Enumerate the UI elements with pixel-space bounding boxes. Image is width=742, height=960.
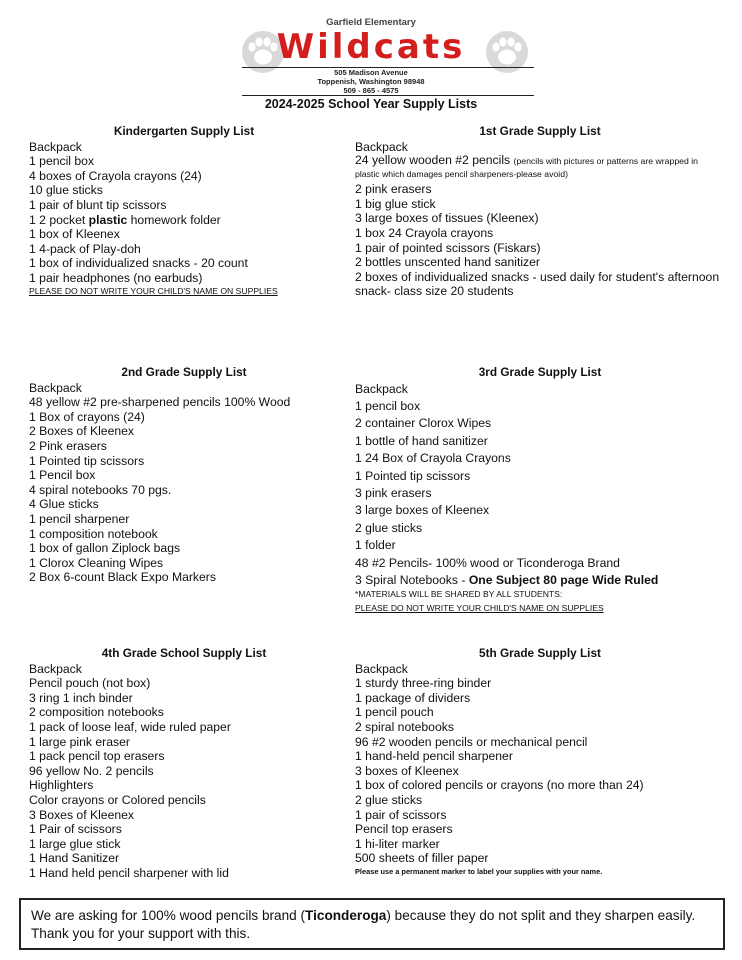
list-item: Backpack: [355, 661, 408, 676]
list-item: 2 Boxes of Kleenex: [29, 424, 135, 439]
list-item: 3 large boxes of Kleenex: [355, 503, 490, 518]
list-item: 96 #2 wooden pencils or mechanical pencil: [355, 734, 588, 749]
list-item: Backpack: [29, 380, 82, 395]
list-item: 3 Boxes of Kleenex: [29, 807, 135, 822]
list-item: 1 composition notebook: [29, 526, 158, 541]
list-item: Pencil pouch (not box): [29, 676, 151, 691]
list-item: 1 pair of pointed scissors (Fiskars): [355, 240, 541, 255]
list-item: 3 pink erasers: [355, 486, 432, 501]
list-item: 2 Box 6-count Black Expo Markers: [29, 570, 216, 585]
kindergarten-list: [29, 124, 339, 297]
list-item: Color crayons or Colored pencils: [29, 792, 206, 807]
third-grade-list: [355, 365, 725, 615]
list-item: 10 glue sticks: [29, 183, 103, 198]
list-item: 2 boxes of individualized snacks - used daily for student's afternoon snack- class size 20 students: [355, 269, 720, 299]
fifth-note: Please use a permanent marker to label your supplies with your name.: [355, 866, 603, 876]
section-title: 2nd Grade Supply List: [121, 365, 247, 379]
notebooks-emphasis: One Subject 80 page Wide Ruled: [468, 573, 659, 588]
list-item: 1 pencil sharpener: [29, 511, 130, 526]
list-item-folder: [29, 213, 339, 228]
list-item: 1 Pencil box: [29, 468, 96, 483]
list-item: 1 pencil pouch: [355, 705, 434, 720]
folder-emphasis: plastic: [88, 212, 128, 227]
list-item: 4 spiral notebooks 70 pgs.: [29, 482, 172, 497]
section-title: 4th Grade School Supply List: [101, 646, 267, 660]
pencils-text: 24 yellow wooden #2 pencils: [355, 153, 514, 168]
list-item: 1 box of gallon Ziplock bags: [29, 541, 181, 556]
list-item: 2 container Clorox Wipes: [355, 416, 492, 431]
footer-notice: [19, 898, 725, 950]
section-title: 1st Grade Supply List: [479, 124, 601, 138]
list-item: 3 large boxes of tissues (Kleenex): [355, 211, 539, 226]
third-note-names: PLEASE DO NOT WRITE YOUR CHILD'S NAME ON SUPPLIES: [355, 602, 604, 613]
list-item-notebooks: [355, 572, 725, 589]
list-item: 48 #2 Pencils- 100% wood or Ticonderoga Brand: [355, 555, 620, 570]
footer-brand: Ticonderoga: [305, 908, 387, 923]
list-item: 3 ring 1 inch binder: [29, 690, 133, 705]
page-title: 2024-2025 School Year Supply Lists: [264, 97, 478, 111]
fourth-grade-list: [29, 646, 339, 881]
list-item: 1 large glue stick: [29, 836, 121, 851]
list-item: 1 pack pencil top erasers: [29, 749, 165, 764]
list-item: Highlighters: [29, 778, 94, 793]
list-item: 2 composition notebooks: [29, 705, 164, 720]
section-title: 5th Grade Supply List: [479, 646, 601, 660]
list-item: 1 Box of crayons (24): [29, 409, 145, 424]
list-item: 1 Hand held pencil sharpener with lid: [29, 865, 229, 880]
list-item: 1 pair of blunt tip scissors: [29, 197, 167, 212]
list-item: 2 Pink erasers: [29, 438, 107, 453]
list-item: 1 pencil box: [29, 154, 95, 169]
fifth-grade-list: [355, 646, 725, 877]
list-item: Backpack: [355, 381, 408, 396]
section-title: Kindergarten Supply List: [113, 124, 255, 138]
address-line-2: Toppenish, Washington 98948: [317, 77, 425, 86]
list-item: 1 pencil box: [355, 399, 421, 413]
list-item: 1 folder: [355, 538, 396, 553]
phone-number: 509 - 865 - 4575: [343, 86, 399, 95]
folder-text-end: homework folder: [127, 212, 221, 227]
kindergarten-note: PLEASE DO NOT WRITE YOUR CHILD'S NAME ON SUPPLIES: [29, 285, 278, 296]
list-item: 1 package of dividers: [355, 690, 471, 705]
list-item: 500 sheets of filler paper: [355, 851, 489, 866]
list-item: Backpack: [355, 139, 408, 154]
list-item: 1 24 Box of Crayola Crayons: [355, 451, 511, 466]
notebooks-text: 3 Spiral Notebooks -: [355, 573, 469, 588]
letterhead: [0, 0, 742, 115]
pencils-note: (pencils with pictures or patterns are wrapped in plastic which damages pencil sharpeners-please avoid): [355, 156, 699, 180]
list-item: 4 Glue sticks: [29, 497, 99, 512]
folder-text: 1 2 pocket: [29, 212, 89, 227]
school-name: Garfield Elementary: [326, 17, 416, 28]
list-item: 1 bottle of hand sanitizer: [355, 433, 488, 448]
list-item: 1 big glue stick: [355, 196, 436, 211]
logo-wordmark: Wildcats: [276, 27, 466, 67]
list-item: 1 Clorox Cleaning Wipes: [29, 555, 164, 570]
list-item: 48 yellow #2 pre-sharpened pencils 100% Wood: [29, 395, 291, 410]
list-item: 2 bottles unscented hand sanitizer: [355, 255, 540, 270]
list-item: 2 pink erasers: [355, 182, 432, 197]
third-note-shared: *MATERIALS WILL BE SHARED BY ALL STUDENTS:: [355, 589, 563, 600]
list-item: 1 large pink eraser: [29, 734, 130, 749]
list-item: 1 box of colored pencils or crayons (no more than 24): [355, 778, 644, 793]
list-item: 1 Pointed tip scissors: [355, 468, 471, 483]
list-item: 1 box 24 Crayola crayons: [355, 225, 494, 240]
address-line-1: 505 Madison Avenue: [334, 68, 408, 77]
list-item: 1 pair of scissors: [355, 807, 447, 822]
list-item: 1 hi-liter marker: [355, 836, 440, 851]
list-item: 1 pair headphones (no earbuds): [29, 270, 203, 285]
section-title: 3rd Grade Supply List: [478, 365, 602, 379]
list-item: Backpack: [29, 661, 82, 676]
list-item: 1 Hand Sanitizer: [29, 851, 120, 866]
list-item: 2 spiral notebooks: [355, 719, 454, 734]
list-item: 1 box of Kleenex: [29, 227, 120, 242]
list-item: 1 box of individualized snacks - 20 count: [29, 256, 248, 271]
list-item: 1 sturdy three-ring binder: [355, 676, 492, 691]
list-item: 1 hand-held pencil sharpener: [355, 749, 513, 764]
header-rule-bottom: [242, 95, 534, 96]
list-item: 1 pack of loose leaf, wide ruled paper: [29, 719, 231, 734]
list-item: 2 glue sticks: [355, 520, 423, 535]
list-item: 1 Pointed tip scissors: [29, 453, 145, 468]
list-item: Pencil top erasers: [355, 822, 453, 837]
list-item: 4 boxes of Crayola crayons (24): [29, 168, 202, 183]
list-item: 3 boxes of Kleenex: [355, 763, 459, 778]
list-item: 1 Pair of scissors: [29, 822, 122, 837]
list-item: 1 4-pack of Play-doh: [29, 241, 141, 256]
footer-text: We are asking for 100% wood pencils brand (: [31, 908, 306, 923]
list-item: Backpack: [29, 139, 82, 154]
second-grade-list: [29, 365, 339, 585]
footer-text-end: ) because they do not split and they sharpen easily. Thank you for your support with this.: [31, 908, 696, 941]
list-item: 2 glue sticks: [355, 792, 423, 807]
list-item-pencils: [355, 154, 725, 180]
list-item: 96 yellow No. 2 pencils: [29, 763, 154, 778]
first-grade-list: [355, 124, 725, 299]
